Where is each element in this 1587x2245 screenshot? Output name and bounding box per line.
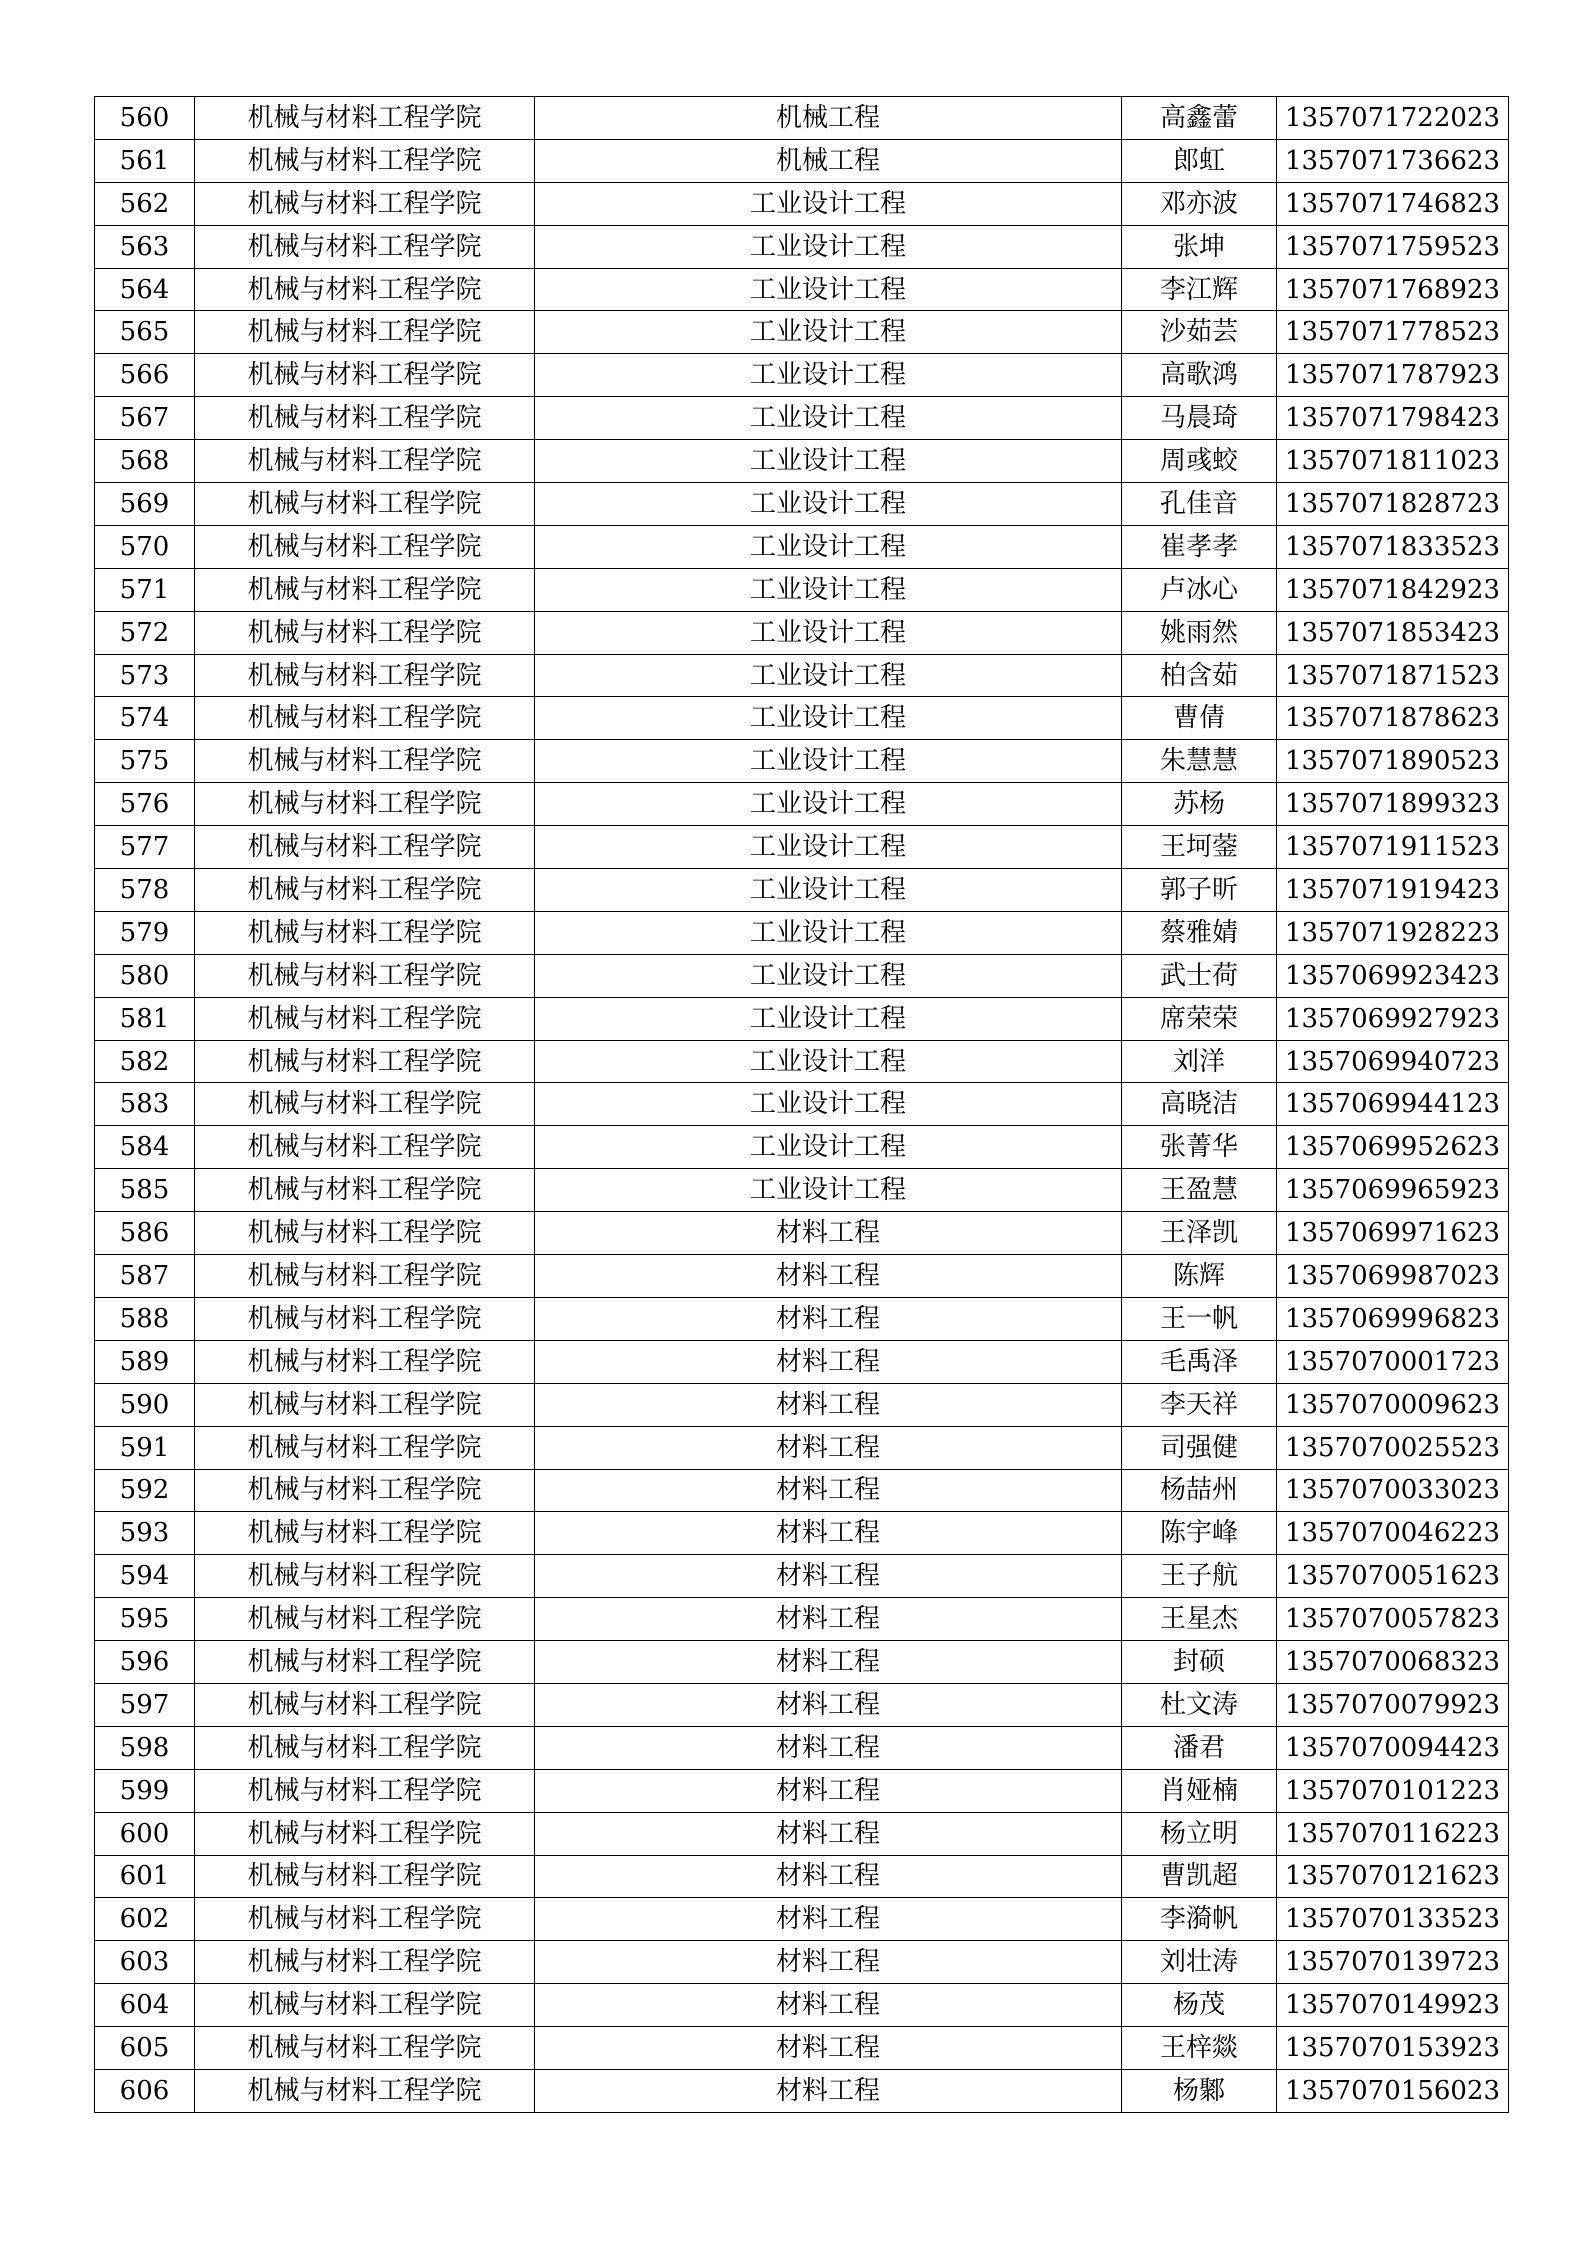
serial-number-cell: 584 [95, 1126, 195, 1169]
major-cell: 材料工程 [535, 1255, 1122, 1298]
exam-id-cell: 1357070121623 [1277, 1855, 1509, 1898]
exam-id-cell: 1357070025523 [1277, 1426, 1509, 1469]
exam-id-cell: 1357071811023 [1277, 440, 1509, 483]
student-name-cell: 陈辉 [1122, 1255, 1277, 1298]
table-row [95, 1683, 1509, 1726]
major-cell: 工业设计工程 [535, 697, 1122, 740]
table-row [95, 997, 1509, 1040]
student-name-cell: 王坷蓥 [1122, 826, 1277, 869]
college-cell: 机械与材料工程学院 [195, 97, 535, 140]
serial-number-cell: 566 [95, 354, 195, 397]
exam-id-cell: 1357071853423 [1277, 611, 1509, 654]
college-cell: 机械与材料工程学院 [195, 568, 535, 611]
college-cell: 机械与材料工程学院 [195, 1512, 535, 1555]
table-row [95, 826, 1509, 869]
table-row [95, 1555, 1509, 1598]
college-cell: 机械与材料工程学院 [195, 1984, 535, 2027]
table-row [95, 1641, 1509, 1684]
student-name-cell: 李漪帆 [1122, 1898, 1277, 1941]
major-cell: 工业设计工程 [535, 483, 1122, 526]
major-cell: 材料工程 [535, 2069, 1122, 2112]
college-cell: 机械与材料工程学院 [195, 1726, 535, 1769]
serial-number-cell: 597 [95, 1683, 195, 1726]
student-name-cell: 苏杨 [1122, 783, 1277, 826]
student-name-cell: 崔孝孝 [1122, 525, 1277, 568]
college-cell: 机械与材料工程学院 [195, 354, 535, 397]
major-cell: 工业设计工程 [535, 182, 1122, 225]
table-row [95, 1426, 1509, 1469]
table-row [95, 1812, 1509, 1855]
college-cell: 机械与材料工程学院 [195, 1040, 535, 1083]
exam-id-cell: 1357071878623 [1277, 697, 1509, 740]
college-cell: 机械与材料工程学院 [195, 440, 535, 483]
major-cell: 工业设计工程 [535, 397, 1122, 440]
table-row [95, 1769, 1509, 1812]
student-name-cell: 王星杰 [1122, 1598, 1277, 1641]
student-name-cell: 郭子昕 [1122, 869, 1277, 912]
table-row [95, 1040, 1509, 1083]
serial-number-cell: 589 [95, 1340, 195, 1383]
serial-number-cell: 582 [95, 1040, 195, 1083]
exam-id-cell: 1357070001723 [1277, 1340, 1509, 1383]
table-row [95, 182, 1509, 225]
exam-id-cell: 1357071899323 [1277, 783, 1509, 826]
student-name-cell: 王盈慧 [1122, 1169, 1277, 1212]
exam-id-cell: 1357070046223 [1277, 1512, 1509, 1555]
exam-id-cell: 1357070068323 [1277, 1641, 1509, 1684]
exam-id-cell: 1357069927923 [1277, 997, 1509, 1040]
table-row [95, 225, 1509, 268]
exam-id-cell: 1357069987023 [1277, 1255, 1509, 1298]
exam-id-cell: 1357069971623 [1277, 1212, 1509, 1255]
college-cell: 机械与材料工程学院 [195, 1555, 535, 1598]
major-cell: 工业设计工程 [535, 954, 1122, 997]
college-cell: 机械与材料工程学院 [195, 1683, 535, 1726]
student-name-cell: 高鑫蕾 [1122, 97, 1277, 140]
exam-id-cell: 1357070139723 [1277, 1941, 1509, 1984]
serial-number-cell: 588 [95, 1297, 195, 1340]
student-name-cell: 张坤 [1122, 225, 1277, 268]
serial-number-cell: 575 [95, 740, 195, 783]
serial-number-cell: 600 [95, 1812, 195, 1855]
student-name-cell: 武士荷 [1122, 954, 1277, 997]
serial-number-cell: 577 [95, 826, 195, 869]
student-name-cell: 刘壮涛 [1122, 1941, 1277, 1984]
college-cell: 机械与材料工程学院 [195, 1641, 535, 1684]
student-name-cell: 席荣荣 [1122, 997, 1277, 1040]
serial-number-cell: 583 [95, 1083, 195, 1126]
serial-number-cell: 587 [95, 1255, 195, 1298]
major-cell: 工业设计工程 [535, 225, 1122, 268]
student-name-cell: 李天祥 [1122, 1383, 1277, 1426]
table-row [95, 525, 1509, 568]
major-cell: 材料工程 [535, 1683, 1122, 1726]
table-row [95, 1984, 1509, 2027]
major-cell: 机械工程 [535, 97, 1122, 140]
exam-id-cell: 1357071928223 [1277, 911, 1509, 954]
serial-number-cell: 563 [95, 225, 195, 268]
student-name-cell: 肖娅楠 [1122, 1769, 1277, 1812]
major-cell: 机械工程 [535, 139, 1122, 182]
college-cell: 机械与材料工程学院 [195, 1812, 535, 1855]
student-name-cell: 王一帆 [1122, 1297, 1277, 1340]
student-name-cell: 刘洋 [1122, 1040, 1277, 1083]
serial-number-cell: 585 [95, 1169, 195, 1212]
table-row [95, 1126, 1509, 1169]
major-cell: 材料工程 [535, 1426, 1122, 1469]
exam-id-cell: 1357071871523 [1277, 654, 1509, 697]
college-cell: 机械与材料工程学院 [195, 1383, 535, 1426]
major-cell: 工业设计工程 [535, 1169, 1122, 1212]
exam-id-cell: 1357070101223 [1277, 1769, 1509, 1812]
student-name-cell: 司强健 [1122, 1426, 1277, 1469]
major-cell: 材料工程 [535, 1469, 1122, 1512]
student-name-cell: 邓亦波 [1122, 182, 1277, 225]
college-cell: 机械与材料工程学院 [195, 697, 535, 740]
serial-number-cell: 586 [95, 1212, 195, 1255]
student-name-cell: 王梓燚 [1122, 2027, 1277, 2070]
college-cell: 机械与材料工程学院 [195, 483, 535, 526]
major-cell: 工业设计工程 [535, 268, 1122, 311]
exam-id-cell: 1357071833523 [1277, 525, 1509, 568]
serial-number-cell: 593 [95, 1512, 195, 1555]
table-row [95, 1598, 1509, 1641]
table-row [95, 1941, 1509, 1984]
exam-id-cell: 1357069940723 [1277, 1040, 1509, 1083]
student-name-cell: 孔佳音 [1122, 483, 1277, 526]
exam-id-cell: 1357071722023 [1277, 97, 1509, 140]
major-cell: 材料工程 [535, 1726, 1122, 1769]
college-cell: 机械与材料工程学院 [195, 1769, 535, 1812]
table-row [95, 740, 1509, 783]
student-name-cell: 沙茹芸 [1122, 311, 1277, 354]
student-name-cell: 封硕 [1122, 1641, 1277, 1684]
serial-number-cell: 564 [95, 268, 195, 311]
serial-number-cell: 595 [95, 1598, 195, 1641]
college-cell: 机械与材料工程学院 [195, 740, 535, 783]
major-cell: 工业设计工程 [535, 611, 1122, 654]
major-cell: 工业设计工程 [535, 311, 1122, 354]
exam-id-cell: 1357070094423 [1277, 1726, 1509, 1769]
major-cell: 材料工程 [535, 1340, 1122, 1383]
student-name-cell: 潘君 [1122, 1726, 1277, 1769]
major-cell: 工业设计工程 [535, 568, 1122, 611]
college-cell: 机械与材料工程学院 [195, 525, 535, 568]
table-row [95, 1383, 1509, 1426]
table-row [95, 1898, 1509, 1941]
student-name-cell: 卢冰心 [1122, 568, 1277, 611]
table-row [95, 397, 1509, 440]
table-row [95, 783, 1509, 826]
serial-number-cell: 599 [95, 1769, 195, 1812]
exam-id-cell: 1357070051623 [1277, 1555, 1509, 1598]
exam-id-cell: 1357070156023 [1277, 2069, 1509, 2112]
exam-id-cell: 1357071828723 [1277, 483, 1509, 526]
table-row [95, 697, 1509, 740]
college-cell: 机械与材料工程学院 [195, 1855, 535, 1898]
student-name-cell: 杨茂 [1122, 1984, 1277, 2027]
table-row [95, 311, 1509, 354]
student-name-cell: 王子航 [1122, 1555, 1277, 1598]
serial-number-cell: 572 [95, 611, 195, 654]
major-cell: 材料工程 [535, 1212, 1122, 1255]
serial-number-cell: 561 [95, 139, 195, 182]
serial-number-cell: 573 [95, 654, 195, 697]
major-cell: 材料工程 [535, 2027, 1122, 2070]
major-cell: 材料工程 [535, 1641, 1122, 1684]
table-row [95, 611, 1509, 654]
exam-id-cell: 1357071787923 [1277, 354, 1509, 397]
exam-id-cell: 1357070033023 [1277, 1469, 1509, 1512]
exam-id-cell: 1357070009623 [1277, 1383, 1509, 1426]
college-cell: 机械与材料工程学院 [195, 311, 535, 354]
college-cell: 机械与材料工程学院 [195, 225, 535, 268]
student-name-cell: 曹凯超 [1122, 1855, 1277, 1898]
serial-number-cell: 571 [95, 568, 195, 611]
student-name-cell: 柏含茹 [1122, 654, 1277, 697]
college-cell: 机械与材料工程学院 [195, 1083, 535, 1126]
table-row [95, 568, 1509, 611]
major-cell: 材料工程 [535, 1898, 1122, 1941]
major-cell: 材料工程 [535, 1555, 1122, 1598]
major-cell: 工业设计工程 [535, 440, 1122, 483]
table-row [95, 1297, 1509, 1340]
exam-id-cell: 1357069952623 [1277, 1126, 1509, 1169]
exam-id-cell: 1357071911523 [1277, 826, 1509, 869]
student-name-cell: 陈宇峰 [1122, 1512, 1277, 1555]
serial-number-cell: 606 [95, 2069, 195, 2112]
student-name-cell: 毛禹泽 [1122, 1340, 1277, 1383]
table-row [95, 440, 1509, 483]
serial-number-cell: 568 [95, 440, 195, 483]
exam-id-cell: 1357071890523 [1277, 740, 1509, 783]
college-cell: 机械与材料工程学院 [195, 2027, 535, 2070]
major-cell: 材料工程 [535, 1598, 1122, 1641]
major-cell: 工业设计工程 [535, 654, 1122, 697]
table-row [95, 97, 1509, 140]
serial-number-cell: 576 [95, 783, 195, 826]
student-name-cell: 姚雨然 [1122, 611, 1277, 654]
major-cell: 工业设计工程 [535, 1083, 1122, 1126]
major-cell: 工业设计工程 [535, 911, 1122, 954]
table-row [95, 1169, 1509, 1212]
exam-id-cell: 1357070133523 [1277, 1898, 1509, 1941]
student-name-cell: 蔡雅婧 [1122, 911, 1277, 954]
college-cell: 机械与材料工程学院 [195, 783, 535, 826]
serial-number-cell: 605 [95, 2027, 195, 2070]
college-cell: 机械与材料工程学院 [195, 268, 535, 311]
major-cell: 材料工程 [535, 1941, 1122, 1984]
table-row [95, 654, 1509, 697]
student-name-cell: 高晓洁 [1122, 1083, 1277, 1126]
serial-number-cell: 579 [95, 911, 195, 954]
student-name-cell: 李江辉 [1122, 268, 1277, 311]
exam-id-cell: 1357069996823 [1277, 1297, 1509, 1340]
college-cell: 机械与材料工程学院 [195, 182, 535, 225]
major-cell: 工业设计工程 [535, 1040, 1122, 1083]
serial-number-cell: 580 [95, 954, 195, 997]
student-name-cell: 杨立明 [1122, 1812, 1277, 1855]
serial-number-cell: 570 [95, 525, 195, 568]
exam-id-cell: 1357070153923 [1277, 2027, 1509, 2070]
college-cell: 机械与材料工程学院 [195, 397, 535, 440]
college-cell: 机械与材料工程学院 [195, 611, 535, 654]
exam-id-cell: 1357070116223 [1277, 1812, 1509, 1855]
serial-number-cell: 591 [95, 1426, 195, 1469]
serial-number-cell: 565 [95, 311, 195, 354]
admission-list-table [94, 96, 1509, 2113]
table-row [95, 911, 1509, 954]
student-name-cell: 曹倩 [1122, 697, 1277, 740]
exam-id-cell: 1357069965923 [1277, 1169, 1509, 1212]
college-cell: 机械与材料工程学院 [195, 826, 535, 869]
college-cell: 机械与材料工程学院 [195, 1426, 535, 1469]
table-row [95, 2069, 1509, 2112]
serial-number-cell: 562 [95, 182, 195, 225]
exam-id-cell: 1357069923423 [1277, 954, 1509, 997]
major-cell: 材料工程 [535, 1812, 1122, 1855]
table-row [95, 1512, 1509, 1555]
table-row [95, 1255, 1509, 1298]
exam-id-cell: 1357071746823 [1277, 182, 1509, 225]
exam-id-cell: 1357071778523 [1277, 311, 1509, 354]
student-name-cell: 郎虹 [1122, 139, 1277, 182]
student-name-cell: 马晨琦 [1122, 397, 1277, 440]
college-cell: 机械与材料工程学院 [195, 1469, 535, 1512]
table-row [95, 1726, 1509, 1769]
serial-number-cell: 594 [95, 1555, 195, 1598]
serial-number-cell: 601 [95, 1855, 195, 1898]
exam-id-cell: 1357071736623 [1277, 139, 1509, 182]
major-cell: 工业设计工程 [535, 997, 1122, 1040]
major-cell: 材料工程 [535, 1512, 1122, 1555]
exam-id-cell: 1357070057823 [1277, 1598, 1509, 1641]
table-row [95, 1855, 1509, 1898]
serial-number-cell: 567 [95, 397, 195, 440]
serial-number-cell: 560 [95, 97, 195, 140]
table-row [95, 483, 1509, 526]
major-cell: 工业设计工程 [535, 826, 1122, 869]
major-cell: 工业设计工程 [535, 354, 1122, 397]
major-cell: 工业设计工程 [535, 869, 1122, 912]
major-cell: 工业设计工程 [535, 783, 1122, 826]
table-row [95, 268, 1509, 311]
college-cell: 机械与材料工程学院 [195, 654, 535, 697]
student-name-cell: 朱慧慧 [1122, 740, 1277, 783]
major-cell: 材料工程 [535, 1383, 1122, 1426]
college-cell: 机械与材料工程学院 [195, 911, 535, 954]
serial-number-cell: 574 [95, 697, 195, 740]
table-row [95, 954, 1509, 997]
serial-number-cell: 581 [95, 997, 195, 1040]
table-row [95, 869, 1509, 912]
serial-number-cell: 603 [95, 1941, 195, 1984]
table-row [95, 139, 1509, 182]
student-name-cell: 杜文涛 [1122, 1683, 1277, 1726]
major-cell: 工业设计工程 [535, 1126, 1122, 1169]
college-cell: 机械与材料工程学院 [195, 2069, 535, 2112]
student-name-cell: 张菁华 [1122, 1126, 1277, 1169]
college-cell: 机械与材料工程学院 [195, 1297, 535, 1340]
college-cell: 机械与材料工程学院 [195, 1941, 535, 1984]
table-row [95, 354, 1509, 397]
major-cell: 材料工程 [535, 1984, 1122, 2027]
college-cell: 机械与材料工程学院 [195, 1255, 535, 1298]
serial-number-cell: 604 [95, 1984, 195, 2027]
serial-number-cell: 590 [95, 1383, 195, 1426]
major-cell: 工业设计工程 [535, 525, 1122, 568]
college-cell: 机械与材料工程学院 [195, 1212, 535, 1255]
college-cell: 机械与材料工程学院 [195, 1340, 535, 1383]
exam-id-cell: 1357069944123 [1277, 1083, 1509, 1126]
table-row [95, 2027, 1509, 2070]
exam-id-cell: 1357071768923 [1277, 268, 1509, 311]
exam-id-cell: 1357070149923 [1277, 1984, 1509, 2027]
college-cell: 机械与材料工程学院 [195, 139, 535, 182]
table-row [95, 1469, 1509, 1512]
exam-id-cell: 1357071798423 [1277, 397, 1509, 440]
serial-number-cell: 596 [95, 1641, 195, 1684]
major-cell: 材料工程 [535, 1769, 1122, 1812]
table-row [95, 1083, 1509, 1126]
college-cell: 机械与材料工程学院 [195, 869, 535, 912]
student-name-cell: 周彧蛟 [1122, 440, 1277, 483]
table-row [95, 1212, 1509, 1255]
college-cell: 机械与材料工程学院 [195, 997, 535, 1040]
table-row [95, 1340, 1509, 1383]
major-cell: 材料工程 [535, 1855, 1122, 1898]
major-cell: 材料工程 [535, 1297, 1122, 1340]
student-name-cell: 杨鄹 [1122, 2069, 1277, 2112]
serial-number-cell: 578 [95, 869, 195, 912]
serial-number-cell: 592 [95, 1469, 195, 1512]
college-cell: 机械与材料工程学院 [195, 1169, 535, 1212]
college-cell: 机械与材料工程学院 [195, 1126, 535, 1169]
student-name-cell: 高歌鸿 [1122, 354, 1277, 397]
student-name-cell: 杨喆州 [1122, 1469, 1277, 1512]
table-body [95, 97, 1509, 2113]
exam-id-cell: 1357071759523 [1277, 225, 1509, 268]
college-cell: 机械与材料工程学院 [195, 1898, 535, 1941]
serial-number-cell: 598 [95, 1726, 195, 1769]
exam-id-cell: 1357071919423 [1277, 869, 1509, 912]
exam-id-cell: 1357070079923 [1277, 1683, 1509, 1726]
student-name-cell: 王泽凯 [1122, 1212, 1277, 1255]
serial-number-cell: 569 [95, 483, 195, 526]
exam-id-cell: 1357071842923 [1277, 568, 1509, 611]
college-cell: 机械与材料工程学院 [195, 1598, 535, 1641]
college-cell: 机械与材料工程学院 [195, 954, 535, 997]
serial-number-cell: 602 [95, 1898, 195, 1941]
major-cell: 工业设计工程 [535, 740, 1122, 783]
